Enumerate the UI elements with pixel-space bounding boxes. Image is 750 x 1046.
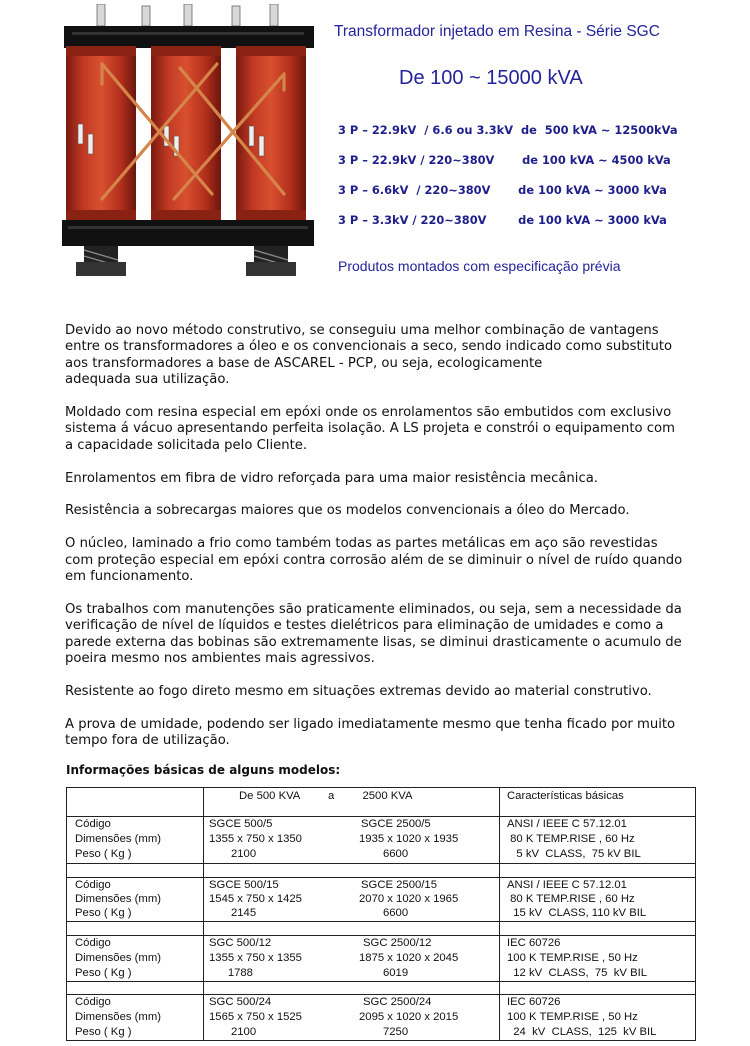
row-label: Dimensões (mm) xyxy=(75,952,161,964)
row-label: Peso ( Kg ) xyxy=(75,1026,132,1038)
characteristics-cell: ANSI / IEEE C 57.12.01 xyxy=(507,818,627,830)
model-cell: 6600 xyxy=(361,907,409,919)
characteristics-cell: 100 K TEMP.RISE , 50 Hz xyxy=(507,1011,638,1023)
model-cell: SGCE 2500/15 xyxy=(361,879,437,891)
header-note: Produtos montados com especificação prévia xyxy=(338,258,621,274)
model-cell: SGC 500/12 xyxy=(209,937,272,949)
model-cell: 1875 x 1020 x 2045 xyxy=(359,952,459,964)
power-range: De 100 ~ 15000 kVA xyxy=(399,67,583,89)
model-cell: SGCE 500/15 xyxy=(209,879,279,891)
model-cell: SGC 2500/24 xyxy=(363,996,432,1008)
body-text xyxy=(65,323,705,766)
model-cell: 1355 x 750 x 1355 xyxy=(209,952,302,964)
characteristics-cell: 12 kV CLASS, 75 kV BIL xyxy=(507,967,648,979)
paragraph: Resistência a sobrecargas maiores que os modelos convencionais a óleo do Mercado. xyxy=(65,503,630,519)
characteristics-cell: IEC 60726 xyxy=(507,996,561,1008)
row-label: Peso ( Kg ) xyxy=(75,848,132,860)
row-label: Dimensões (mm) xyxy=(75,1011,161,1023)
characteristics-cell: 80 K TEMP.RISE , 60 Hz xyxy=(507,893,635,905)
model-cell: SGC 500/24 xyxy=(209,996,272,1008)
paragraph: Enrolamentos em fibra de vidro reforçada para uma maior resistência mecânica. xyxy=(65,470,598,486)
row-label: Dimensões (mm) xyxy=(75,833,161,845)
models-heading: Informações básicas de alguns modelos: xyxy=(66,763,341,777)
characteristics-cell: ANSI / IEEE C 57.12.01 xyxy=(507,879,627,891)
model-cell: 2145 xyxy=(209,907,257,919)
row-label: Peso ( Kg ) xyxy=(75,967,132,979)
characteristics-cell: 5 kV CLASS, 75 kV BIL xyxy=(507,848,641,860)
table-header-characteristics: Características básicas xyxy=(507,790,624,802)
model-cell: SGCE 2500/5 xyxy=(361,818,431,830)
model-cell: 6019 xyxy=(361,967,409,979)
row-label: Código xyxy=(75,879,111,891)
model-cell: 7250 xyxy=(361,1026,409,1038)
model-cell: SGCE 500/5 xyxy=(209,818,273,830)
characteristics-cell: 100 K TEMP.RISE , 50 Hz xyxy=(507,952,638,964)
characteristics-cell: 15 kV CLASS, 110 kV BIL xyxy=(507,907,647,919)
model-cell: 6600 xyxy=(361,848,409,860)
spec-line: 3 P – 22.9kV / 6.6 ou 3.3kV de 500 kVA ~ 12500kVa xyxy=(338,123,678,137)
model-cell: 1565 x 750 x 1525 xyxy=(209,1011,302,1023)
model-cell: SGC 2500/12 xyxy=(363,937,432,949)
table-header-range: De 500 KVA a 2500 KVA xyxy=(239,790,413,802)
paragraph: Devido ao novo método construtivo, se conseguiu uma melhor combinação de vantagens entre os transformadores a óleo e os convencionais a seco, sendo indicado como substituto aos transformadores a base de ASCAREL - PCP, ou seja, ecologicamente adequada sua utilização. xyxy=(65,323,673,388)
row-label: Código xyxy=(75,996,111,1008)
models-table xyxy=(66,787,696,1041)
model-cell: 2095 x 1020 x 2015 xyxy=(359,1011,459,1023)
model-cell: 2100 xyxy=(209,848,257,860)
characteristics-cell: 24 kV CLASS, 125 kV BIL xyxy=(507,1026,657,1038)
model-cell: 1788 xyxy=(209,967,253,979)
transformer-illustration xyxy=(62,4,317,289)
row-label: Código xyxy=(75,937,111,949)
row-label: Peso ( Kg ) xyxy=(75,907,132,919)
model-cell: 2070 x 1020 x 1965 xyxy=(359,893,459,905)
model-cell: 1545 x 750 x 1425 xyxy=(209,893,302,905)
row-label: Dimensões (mm) xyxy=(75,893,161,905)
model-cell: 1355 x 750 x 1350 xyxy=(209,833,302,845)
spec-line: 3 P – 3.3kV / 220~380V de 100 kVA ~ 3000 kVa xyxy=(338,213,667,227)
spec-line: 3 P – 22.9kV / 220~380V de 100 kVA ~ 4500 kVa xyxy=(338,153,671,167)
paragraph: Os trabalhos com manutenções são praticamente eliminados, ou seja, sem a necessidade da verificação de nível de líquidos e testes dielétricos para eliminação de umidades e como a parede externa das bobinas são extremamente lisas, se diminui drasticamente o acumulo de poeira mesmo nos ambientes mais agressivos. xyxy=(65,601,682,667)
paragraph: Moldado com resina especial em epóxi onde os enrolamentos são embutidos com exclusivo sistema á vácuo apresentando perfeita isolação. A LS projeta e constrói o equipamento com a capacidade solicitada pelo Cliente. xyxy=(65,405,675,453)
model-cell: 1935 x 1020 x 1935 xyxy=(359,833,459,845)
characteristics-cell: IEC 60726 xyxy=(507,937,561,949)
paragraph: O núcleo, laminado a frio como também todas as partes metálicas em aço são revestidas com proteção especial em epóxi contra corrosão além de se diminuir o nível de ruído quando em funcionamento. xyxy=(65,536,683,585)
characteristics-cell: 80 K TEMP.RISE , 60 Hz xyxy=(507,833,635,845)
paragraph: Resistente ao fogo direto mesmo em situações extremas devido ao material construtivo. xyxy=(65,683,652,699)
spec-line: 3 P – 6.6kV / 220~380V de 100 kVA ~ 3000 kVa xyxy=(338,183,667,197)
row-label: Código xyxy=(75,818,111,830)
page-title: Transformador injetado em Resina - Série SGC xyxy=(334,23,660,40)
model-cell: 2100 xyxy=(209,1026,257,1038)
paragraph: A prova de umidade, podendo ser ligado imediatamente mesmo que tenha ficado por muito tempo fora de utilização. xyxy=(65,716,676,749)
